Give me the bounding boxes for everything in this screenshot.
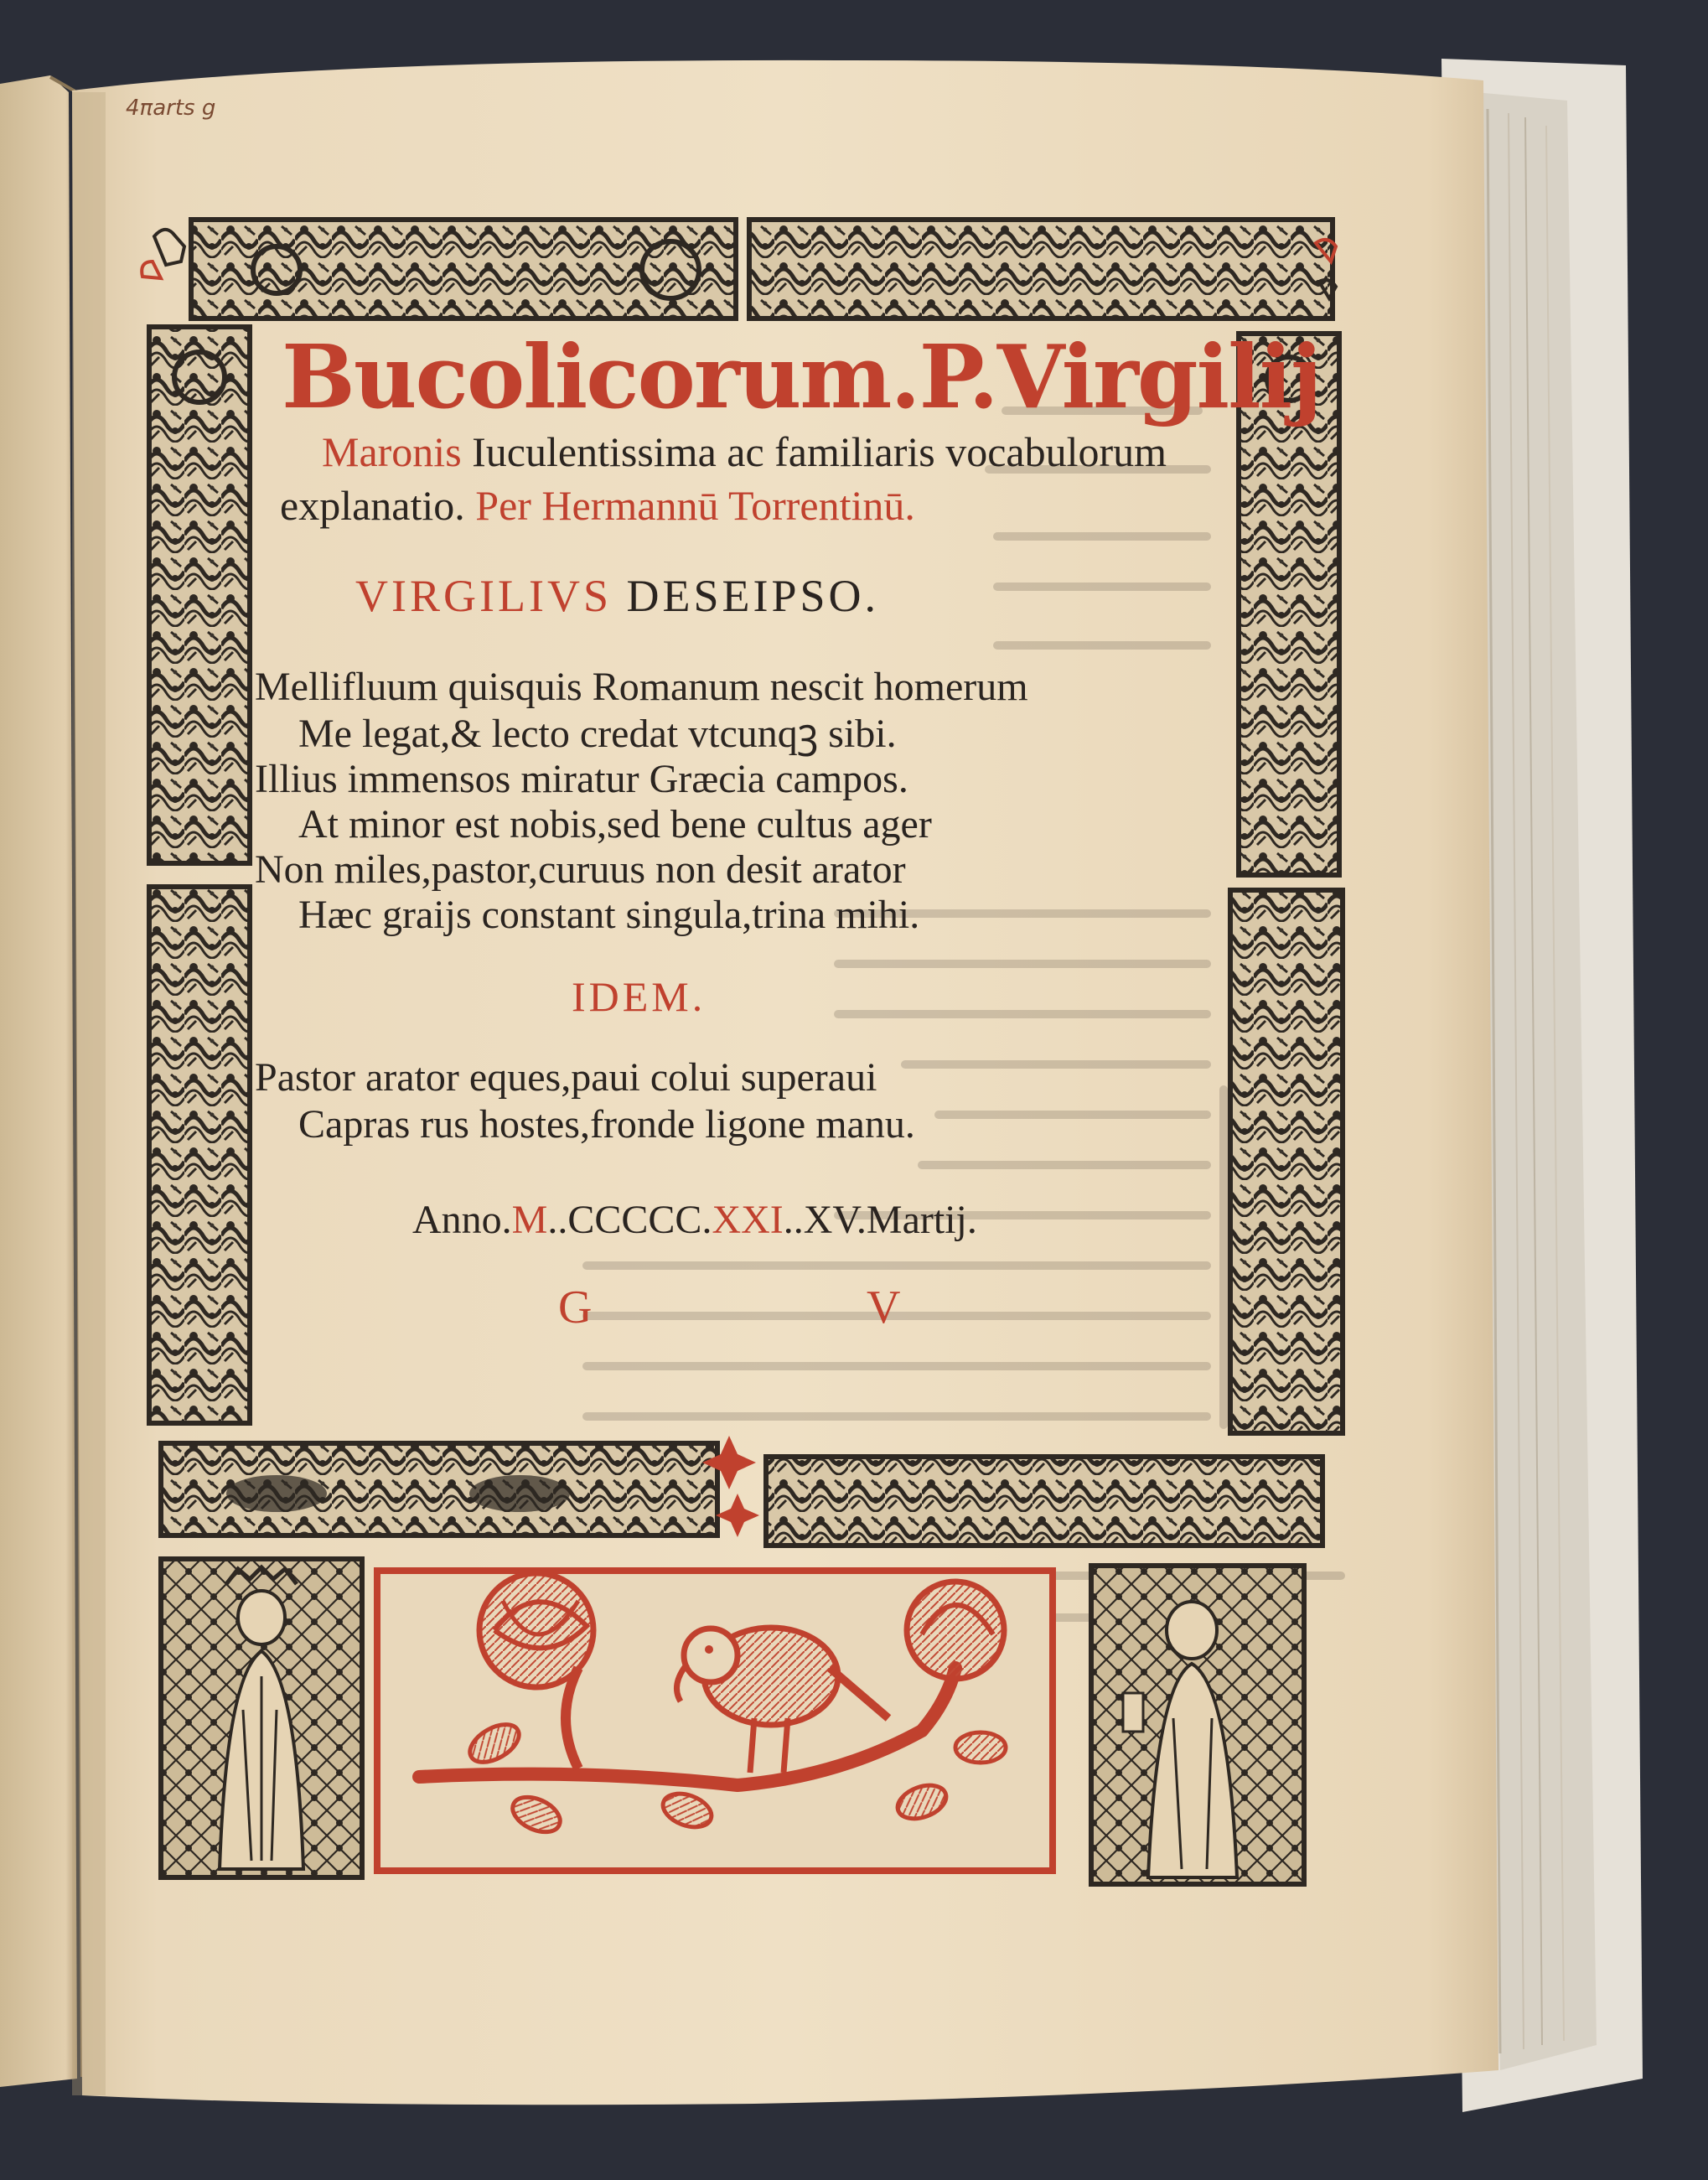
idem-heading: IDEM. xyxy=(572,973,706,1020)
verse-two-line-1: Pastor arator eques,paui colui superaui xyxy=(255,1055,877,1100)
date-m: M xyxy=(511,1198,548,1242)
verse-one-line-3: Illius immensos miratur Græcia campos. xyxy=(255,757,908,801)
verse-one-line-1: Mellifluum quisquis Romanum nescit homerum xyxy=(255,665,1028,709)
date-cccc: ..CCCCC. xyxy=(547,1198,712,1242)
printer-initial-g: G xyxy=(558,1282,593,1333)
imprint-date xyxy=(412,1200,977,1240)
printer-initial-v: V xyxy=(867,1282,901,1333)
section-heading-virgilius: VIRGILIVS xyxy=(355,571,612,621)
section-heading-deseipso: DESEIPSO. xyxy=(626,571,880,621)
marginal-note: 4πarts g xyxy=(126,96,216,121)
section-heading xyxy=(355,573,879,619)
date-xxi: XXI xyxy=(712,1198,784,1242)
date-anno: Anno. xyxy=(412,1198,512,1242)
page-title: Bucolicorum.P.Virgilij xyxy=(282,325,1321,428)
verse-one-line-4: At minor est nobis,sed bene cultus ager xyxy=(298,802,932,847)
verse-one-line-6: Hæc graijs constant singula,trina mihi. xyxy=(298,893,920,937)
subtitle-author: Per Hermannū Torrentinū. xyxy=(475,482,915,529)
subtitle-maronis: Maronis xyxy=(322,428,462,475)
verse-one-line-5: Non miles,pastor,curuus non desit arator xyxy=(255,847,906,892)
subtitle-explanation: Iuculentissima ac familiaris vocabulorum xyxy=(472,428,1167,475)
subtitle-line-1 xyxy=(322,428,1167,475)
date-rest: ..XV.Martij. xyxy=(783,1198,977,1242)
verse-one-line-2: Me legat,& lecto credat vtcunqꝫ sibi. xyxy=(298,712,897,756)
subtitle-line-2 xyxy=(280,482,915,529)
verse-two-line-2: Capras rus hostes,fronde ligone manu. xyxy=(298,1102,915,1147)
subtitle-explanatio: explanatio. xyxy=(280,482,465,529)
